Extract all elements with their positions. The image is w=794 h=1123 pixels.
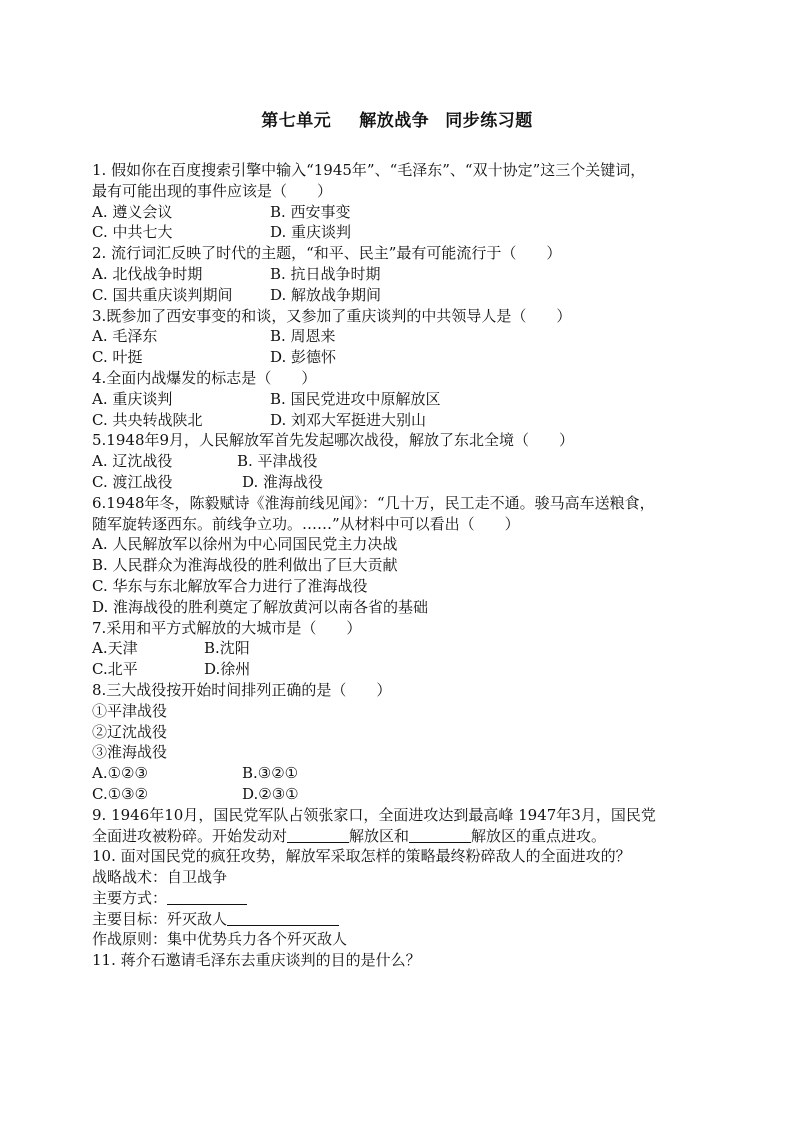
q1-stem-line2: 最有可能出现的事件应该是（ ） [92,181,333,200]
q6-stem-line2: 随军旋转逐西东。前线争立功。……”从材料中可以看出（ ） [92,514,520,533]
q8-option-b: B.③②① [242,764,299,783]
q4-option-a: A. 重庆谈判 [92,389,173,408]
q1-options-ab [92,202,712,223]
q10-goal-label: 主要目标：歼灭敌人 [92,909,228,928]
q8-options-cd [92,784,712,805]
page-title [0,106,794,131]
q9-line2 [92,826,712,847]
q8-item-3: ③淮海战役 [92,743,168,762]
title-topic: 解放战争 [359,111,430,131]
q7-option-c: C.北平 [92,660,138,679]
q2-stem: 2. 流行词汇反映了时代的主题，“和平、民主”最有可能流行于（ ） [92,244,562,263]
q4-options-ab [92,389,712,410]
q3-options-cd [92,347,712,368]
q3-option-c: C. 叶挺 [92,348,143,367]
q6-option-a: A. 人民解放军以徐州为中心同国民党主力决战 [92,535,398,554]
q10-goal-line [92,909,712,930]
q10-strategy: 战略战术：自卫战争 [92,868,228,887]
q5-option-a: A. 辽沈战役 [92,452,173,471]
q8-options-ab [92,763,712,784]
q9-blank-2[interactable] [409,827,471,843]
q2-option-a: A. 北伐战争时期 [92,264,203,283]
q5-option-b: B. 平津战役 [237,452,318,471]
q4-option-b: B. 国民党进攻中原解放区 [270,389,441,408]
q10-method-label: 主要方式： [92,888,168,907]
q6-option-d: D. 淮海战役的胜利奠定了解放黄河以南各省的基础 [92,597,429,616]
q10-principle: 作战原则：集中优势兵力各个歼灭敌人 [92,930,348,949]
q7-options-ab [92,638,712,659]
q2-option-c: C. 国共重庆谈判期间 [92,285,233,304]
q4-option-d: D. 刘邓大军挺进大别山 [270,410,427,429]
q2-option-d: D. 解放战争期间 [270,285,382,304]
q9-line2-part2: 解放区和 [349,826,410,845]
q2-options-ab [92,264,712,285]
q9-blank-1[interactable] [287,827,349,843]
q4-option-c: C. 共央转战陕北 [92,410,203,429]
q6-option-b: B. 人民群众为淮海战役的胜利做出了巨大贡献 [92,556,398,575]
q10-method-blank[interactable] [167,889,247,905]
q8-stem: 8.三大战役按开始时间排列正确的是（ ） [92,680,392,699]
questions [92,160,712,971]
q2-options-cd [92,285,712,306]
q5-options-cd [92,472,712,493]
q9-line1: 9. 1946年10月，国民党军队占领张家口，全面进攻达到最高峰 1947年3月，国民党 [92,805,656,824]
title-subtitle: 同步练习题 [445,111,533,131]
q10-goal-blank[interactable] [227,910,339,926]
q4-stem: 4.全面内战爆发的标志是（ ） [92,368,317,387]
q10-method-line [92,888,712,909]
q8-item-1: ①平津战役 [92,701,168,720]
q4-options-cd [92,410,712,431]
q3-option-b: B. 周恩来 [270,327,336,346]
q10-stem: 10. 面对国民党的疯狂攻势，解放军采取怎样的策略最终粉碎敌人的全面进攻的？ [92,847,631,866]
q3-option-a: A. 毛泽东 [92,327,158,346]
q6-option-c: C. 华东与东北解放军合力进行了淮海战役 [92,576,368,595]
q1-option-b: B. 西安事变 [270,202,351,221]
q1-option-c: C. 中共七大 [92,223,173,242]
q9-line2-part1: 全面进攻被粉碎。开始发动对 [92,826,288,845]
q8-option-a: A.①②③ [92,764,148,783]
q11-stem: 11. 蒋介石邀请毛泽东去重庆谈判的目的是什么？ [92,951,421,970]
q6-stem-line1: 6.1948年冬，陈毅赋诗《淮海前线见闻》：“几十万，民工走不通。骏马高车送粮食， [92,493,655,512]
q7-option-a: A.天津 [92,639,138,658]
q1-option-a: A. 遵义会议 [92,202,173,221]
q7-options-cd [92,659,712,680]
q8-item-2: ②辽沈战役 [92,722,168,741]
q1-option-d: D. 重庆谈判 [270,223,352,242]
q5-options-ab [92,451,712,472]
q5-option-c: C. 渡江战役 [92,472,173,491]
q9-line2-part3: 解放区的重点进攻。 [471,826,607,845]
q5-option-d: D. 淮海战役 [242,472,324,491]
q8-option-c: C.①③② [92,784,149,803]
q3-options-ab [92,326,712,347]
title-unit: 第七单元 [261,111,332,131]
q7-stem: 7.采用和平方式解放的大城市是（ ） [92,618,362,637]
q3-option-d: D. 彭德怀 [270,348,337,367]
q2-option-b: B. 抗日战争时期 [270,264,381,283]
q3-stem: 3.既参加了西安事变的和谈，又参加了重庆谈判的中共领导人是（ ） [92,306,572,325]
q1-options-cd [92,222,712,243]
q1-stem-line1: 1. 假如你在百度搜索引擎中输入“1945年”、“毛泽东”、“双十协定”这三个关键词， [92,161,646,179]
q7-option-b: B.沈阳 [204,639,250,658]
q7-option-d: D.徐州 [204,660,251,679]
q5-stem: 5.1948年9月，人民解放军首先发起哪次战役，解放了东北全境（ ） [92,431,575,450]
q8-option-d: D.②③① [242,784,299,803]
